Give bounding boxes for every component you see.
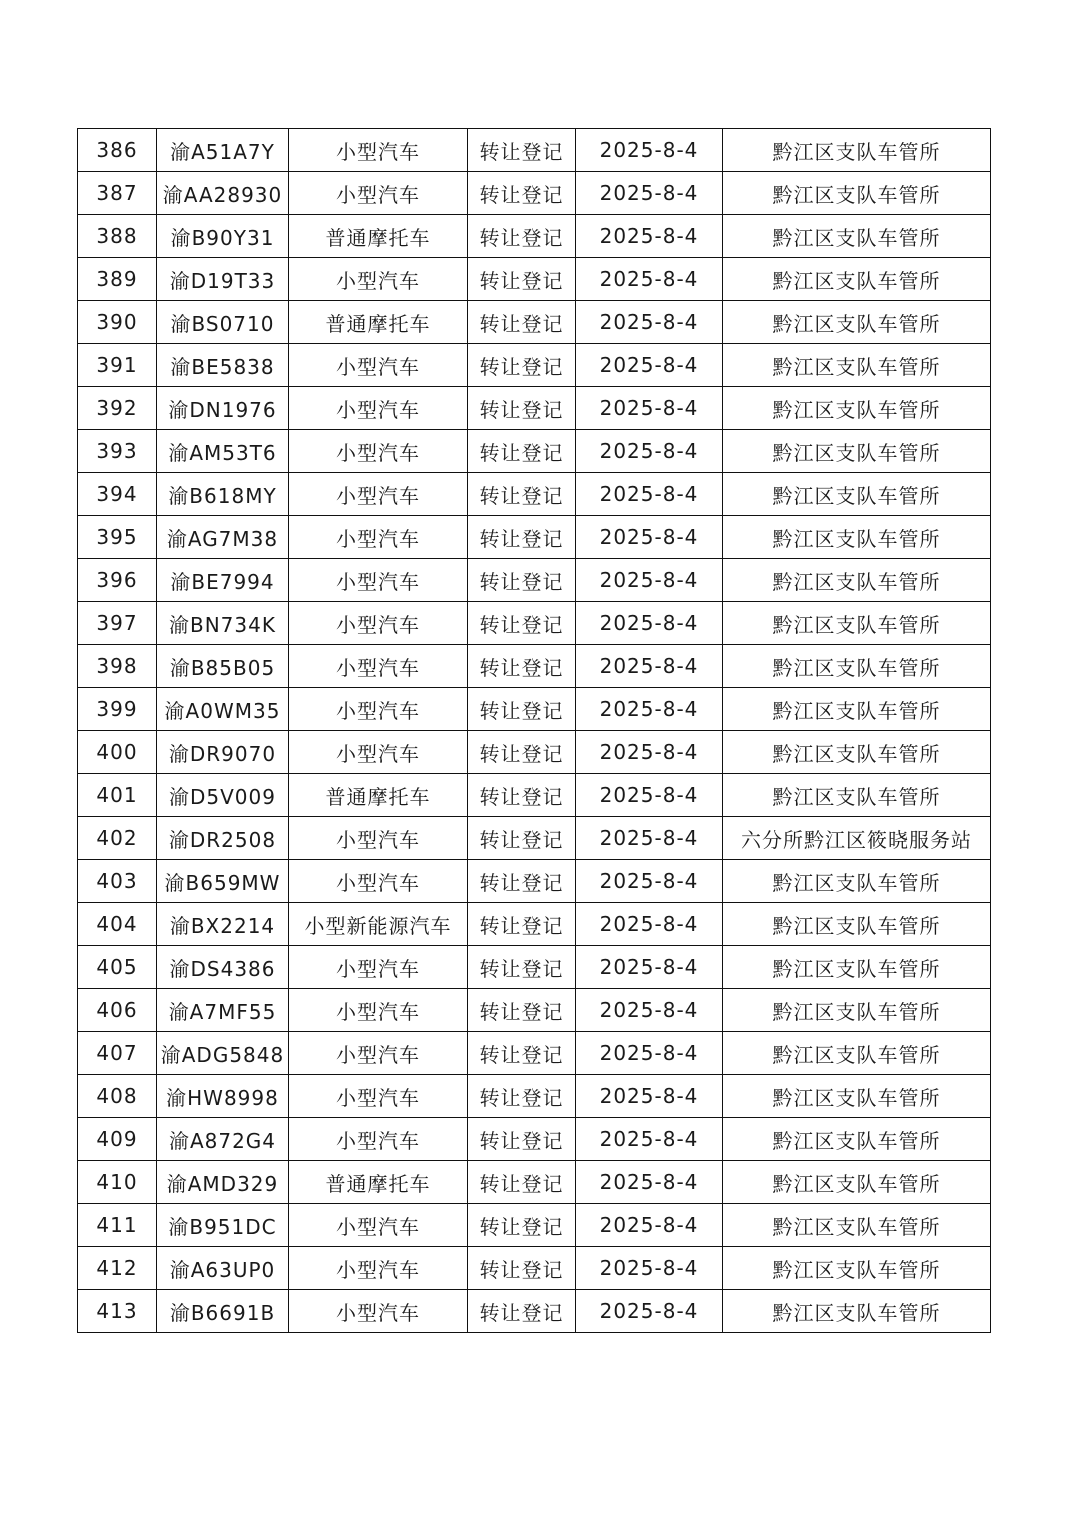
cell-office: 黔江区支队车管所 xyxy=(723,387,991,430)
cell-plate: 渝DR9070 xyxy=(157,731,289,774)
cell-date: 2025-8-4 xyxy=(576,172,723,215)
table-row xyxy=(78,903,991,946)
cell-seq: 405 xyxy=(78,946,157,989)
cell-business: 转让登记 xyxy=(468,1075,576,1118)
cell-business: 转让登记 xyxy=(468,1161,576,1204)
cell-business: 转让登记 xyxy=(468,731,576,774)
cell-date: 2025-8-4 xyxy=(576,731,723,774)
cell-vehicle-type: 小型汽车 xyxy=(289,129,468,172)
cell-business: 转让登记 xyxy=(468,860,576,903)
cell-date: 2025-8-4 xyxy=(576,645,723,688)
cell-date: 2025-8-4 xyxy=(576,1032,723,1075)
cell-vehicle-type: 小型汽车 xyxy=(289,344,468,387)
cell-vehicle-type: 小型汽车 xyxy=(289,387,468,430)
cell-business: 转让登记 xyxy=(468,817,576,860)
table-row xyxy=(78,774,991,817)
table-row xyxy=(78,559,991,602)
cell-seq: 408 xyxy=(78,1075,157,1118)
table-row xyxy=(78,1118,991,1161)
cell-business: 转让登记 xyxy=(468,645,576,688)
cell-seq: 404 xyxy=(78,903,157,946)
cell-date: 2025-8-4 xyxy=(576,1075,723,1118)
cell-date: 2025-8-4 xyxy=(576,860,723,903)
cell-seq: 392 xyxy=(78,387,157,430)
cell-plate: 渝A7MF55 xyxy=(157,989,289,1032)
cell-vehicle-type: 普通摩托车 xyxy=(289,774,468,817)
cell-vehicle-type: 小型汽车 xyxy=(289,989,468,1032)
cell-business: 转让登记 xyxy=(468,989,576,1032)
cell-date: 2025-8-4 xyxy=(576,1161,723,1204)
table-body xyxy=(78,129,991,1333)
cell-business: 转让登记 xyxy=(468,1118,576,1161)
table-row xyxy=(78,989,991,1032)
cell-plate: 渝B6691B xyxy=(157,1290,289,1333)
cell-office: 黔江区支队车管所 xyxy=(723,1247,991,1290)
cell-date: 2025-8-4 xyxy=(576,559,723,602)
cell-business: 转让登记 xyxy=(468,430,576,473)
cell-business: 转让登记 xyxy=(468,903,576,946)
cell-date: 2025-8-4 xyxy=(576,387,723,430)
table-row xyxy=(78,129,991,172)
cell-vehicle-type: 小型汽车 xyxy=(289,516,468,559)
cell-plate: 渝A51A7Y xyxy=(157,129,289,172)
table-row xyxy=(78,301,991,344)
cell-seq: 409 xyxy=(78,1118,157,1161)
cell-vehicle-type: 小型汽车 xyxy=(289,946,468,989)
cell-seq: 401 xyxy=(78,774,157,817)
table-row xyxy=(78,1247,991,1290)
cell-seq: 413 xyxy=(78,1290,157,1333)
cell-business: 转让登记 xyxy=(468,946,576,989)
cell-business: 转让登记 xyxy=(468,602,576,645)
vehicle-registration-table xyxy=(77,128,991,1333)
cell-seq: 394 xyxy=(78,473,157,516)
cell-business: 转让登记 xyxy=(468,774,576,817)
cell-plate: 渝BE5838 xyxy=(157,344,289,387)
cell-business: 转让登记 xyxy=(468,387,576,430)
cell-plate: 渝AG7M38 xyxy=(157,516,289,559)
cell-business: 转让登记 xyxy=(468,258,576,301)
cell-vehicle-type: 普通摩托车 xyxy=(289,301,468,344)
cell-office: 黔江区支队车管所 xyxy=(723,258,991,301)
cell-date: 2025-8-4 xyxy=(576,344,723,387)
cell-plate: 渝AA28930 xyxy=(157,172,289,215)
cell-vehicle-type: 小型汽车 xyxy=(289,1075,468,1118)
cell-office: 黔江区支队车管所 xyxy=(723,860,991,903)
cell-plate: 渝D19T33 xyxy=(157,258,289,301)
cell-plate: 渝A872G4 xyxy=(157,1118,289,1161)
cell-office: 黔江区支队车管所 xyxy=(723,1032,991,1075)
cell-vehicle-type: 小型汽车 xyxy=(289,1290,468,1333)
cell-plate: 渝BE7994 xyxy=(157,559,289,602)
cell-vehicle-type: 小型汽车 xyxy=(289,817,468,860)
cell-office: 黔江区支队车管所 xyxy=(723,430,991,473)
cell-office: 黔江区支队车管所 xyxy=(723,602,991,645)
cell-office: 黔江区支队车管所 xyxy=(723,215,991,258)
table-row xyxy=(78,688,991,731)
cell-seq: 386 xyxy=(78,129,157,172)
cell-business: 转让登记 xyxy=(468,516,576,559)
cell-office: 黔江区支队车管所 xyxy=(723,473,991,516)
cell-date: 2025-8-4 xyxy=(576,301,723,344)
cell-plate: 渝BN734K xyxy=(157,602,289,645)
cell-office: 黔江区支队车管所 xyxy=(723,774,991,817)
cell-plate: 渝AMD329 xyxy=(157,1161,289,1204)
table-row xyxy=(78,258,991,301)
cell-plate: 渝A63UP0 xyxy=(157,1247,289,1290)
cell-plate: 渝B618MY xyxy=(157,473,289,516)
cell-seq: 395 xyxy=(78,516,157,559)
cell-business: 转让登记 xyxy=(468,172,576,215)
cell-date: 2025-8-4 xyxy=(576,989,723,1032)
cell-seq: 389 xyxy=(78,258,157,301)
cell-plate: 渝B951DC xyxy=(157,1204,289,1247)
cell-business: 转让登记 xyxy=(468,129,576,172)
cell-date: 2025-8-4 xyxy=(576,1204,723,1247)
cell-office: 六分所黔江区筱晓服务站 xyxy=(723,817,991,860)
cell-office: 黔江区支队车管所 xyxy=(723,1118,991,1161)
cell-office: 黔江区支队车管所 xyxy=(723,946,991,989)
cell-seq: 412 xyxy=(78,1247,157,1290)
cell-seq: 397 xyxy=(78,602,157,645)
cell-plate: 渝BX2214 xyxy=(157,903,289,946)
cell-plate: 渝ADG5848 xyxy=(157,1032,289,1075)
cell-plate: 渝HW8998 xyxy=(157,1075,289,1118)
cell-seq: 399 xyxy=(78,688,157,731)
table-row xyxy=(78,1290,991,1333)
cell-date: 2025-8-4 xyxy=(576,430,723,473)
cell-vehicle-type: 小型汽车 xyxy=(289,731,468,774)
cell-business: 转让登记 xyxy=(468,559,576,602)
cell-vehicle-type: 小型汽车 xyxy=(289,1032,468,1075)
table-row xyxy=(78,473,991,516)
cell-office: 黔江区支队车管所 xyxy=(723,516,991,559)
table-row xyxy=(78,344,991,387)
table-row xyxy=(78,430,991,473)
table-row xyxy=(78,817,991,860)
cell-vehicle-type: 小型汽车 xyxy=(289,258,468,301)
cell-office: 黔江区支队车管所 xyxy=(723,559,991,602)
cell-seq: 406 xyxy=(78,989,157,1032)
cell-business: 转让登记 xyxy=(468,1032,576,1075)
cell-seq: 393 xyxy=(78,430,157,473)
cell-plate: 渝BS0710 xyxy=(157,301,289,344)
cell-plate: 渝DN1976 xyxy=(157,387,289,430)
cell-seq: 390 xyxy=(78,301,157,344)
table-row xyxy=(78,946,991,989)
cell-business: 转让登记 xyxy=(468,301,576,344)
cell-plate: 渝B90Y31 xyxy=(157,215,289,258)
cell-seq: 410 xyxy=(78,1161,157,1204)
cell-plate: 渝D5V009 xyxy=(157,774,289,817)
cell-seq: 398 xyxy=(78,645,157,688)
cell-office: 黔江区支队车管所 xyxy=(723,1204,991,1247)
cell-office: 黔江区支队车管所 xyxy=(723,301,991,344)
table-row xyxy=(78,1032,991,1075)
cell-vehicle-type: 小型汽车 xyxy=(289,559,468,602)
cell-office: 黔江区支队车管所 xyxy=(723,1075,991,1118)
cell-date: 2025-8-4 xyxy=(576,903,723,946)
table-row xyxy=(78,645,991,688)
table-row xyxy=(78,1075,991,1118)
table-row xyxy=(78,215,991,258)
cell-date: 2025-8-4 xyxy=(576,602,723,645)
cell-plate: 渝B659MW xyxy=(157,860,289,903)
cell-vehicle-type: 小型汽车 xyxy=(289,688,468,731)
cell-business: 转让登记 xyxy=(468,688,576,731)
cell-plate: 渝DR2508 xyxy=(157,817,289,860)
cell-vehicle-type: 小型汽车 xyxy=(289,473,468,516)
cell-business: 转让登记 xyxy=(468,1204,576,1247)
table-row xyxy=(78,1161,991,1204)
cell-vehicle-type: 普通摩托车 xyxy=(289,1161,468,1204)
table-row xyxy=(78,1204,991,1247)
cell-vehicle-type: 小型汽车 xyxy=(289,1204,468,1247)
cell-office: 黔江区支队车管所 xyxy=(723,129,991,172)
cell-office: 黔江区支队车管所 xyxy=(723,731,991,774)
cell-seq: 403 xyxy=(78,860,157,903)
cell-vehicle-type: 小型汽车 xyxy=(289,430,468,473)
cell-date: 2025-8-4 xyxy=(576,817,723,860)
cell-vehicle-type: 小型汽车 xyxy=(289,645,468,688)
cell-plate: 渝AM53T6 xyxy=(157,430,289,473)
table-row xyxy=(78,602,991,645)
cell-seq: 400 xyxy=(78,731,157,774)
cell-date: 2025-8-4 xyxy=(576,516,723,559)
table-row xyxy=(78,387,991,430)
cell-vehicle-type: 小型汽车 xyxy=(289,1247,468,1290)
cell-office: 黔江区支队车管所 xyxy=(723,1290,991,1333)
cell-date: 2025-8-4 xyxy=(576,215,723,258)
cell-office: 黔江区支队车管所 xyxy=(723,989,991,1032)
cell-date: 2025-8-4 xyxy=(576,1118,723,1161)
cell-vehicle-type: 小型汽车 xyxy=(289,602,468,645)
cell-date: 2025-8-4 xyxy=(576,129,723,172)
cell-office: 黔江区支队车管所 xyxy=(723,344,991,387)
cell-vehicle-type: 小型汽车 xyxy=(289,172,468,215)
cell-seq: 411 xyxy=(78,1204,157,1247)
cell-office: 黔江区支队车管所 xyxy=(723,688,991,731)
table-row xyxy=(78,860,991,903)
cell-plate: 渝A0WM35 xyxy=(157,688,289,731)
table-row xyxy=(78,516,991,559)
cell-plate: 渝B85B05 xyxy=(157,645,289,688)
cell-date: 2025-8-4 xyxy=(576,1290,723,1333)
cell-business: 转让登记 xyxy=(468,215,576,258)
cell-office: 黔江区支队车管所 xyxy=(723,172,991,215)
cell-seq: 396 xyxy=(78,559,157,602)
cell-business: 转让登记 xyxy=(468,1290,576,1333)
cell-seq: 391 xyxy=(78,344,157,387)
cell-vehicle-type: 小型汽车 xyxy=(289,860,468,903)
cell-office: 黔江区支队车管所 xyxy=(723,903,991,946)
cell-date: 2025-8-4 xyxy=(576,1247,723,1290)
cell-plate: 渝DS4386 xyxy=(157,946,289,989)
cell-date: 2025-8-4 xyxy=(576,946,723,989)
cell-vehicle-type: 小型新能源汽车 xyxy=(289,903,468,946)
cell-business: 转让登记 xyxy=(468,473,576,516)
cell-seq: 387 xyxy=(78,172,157,215)
cell-office: 黔江区支队车管所 xyxy=(723,1161,991,1204)
table-row xyxy=(78,172,991,215)
cell-office: 黔江区支队车管所 xyxy=(723,645,991,688)
cell-business: 转让登记 xyxy=(468,344,576,387)
cell-date: 2025-8-4 xyxy=(576,688,723,731)
cell-date: 2025-8-4 xyxy=(576,774,723,817)
cell-seq: 388 xyxy=(78,215,157,258)
cell-date: 2025-8-4 xyxy=(576,258,723,301)
cell-business: 转让登记 xyxy=(468,1247,576,1290)
cell-vehicle-type: 小型汽车 xyxy=(289,1118,468,1161)
cell-vehicle-type: 普通摩托车 xyxy=(289,215,468,258)
cell-date: 2025-8-4 xyxy=(576,473,723,516)
cell-seq: 407 xyxy=(78,1032,157,1075)
cell-seq: 402 xyxy=(78,817,157,860)
table-row xyxy=(78,731,991,774)
